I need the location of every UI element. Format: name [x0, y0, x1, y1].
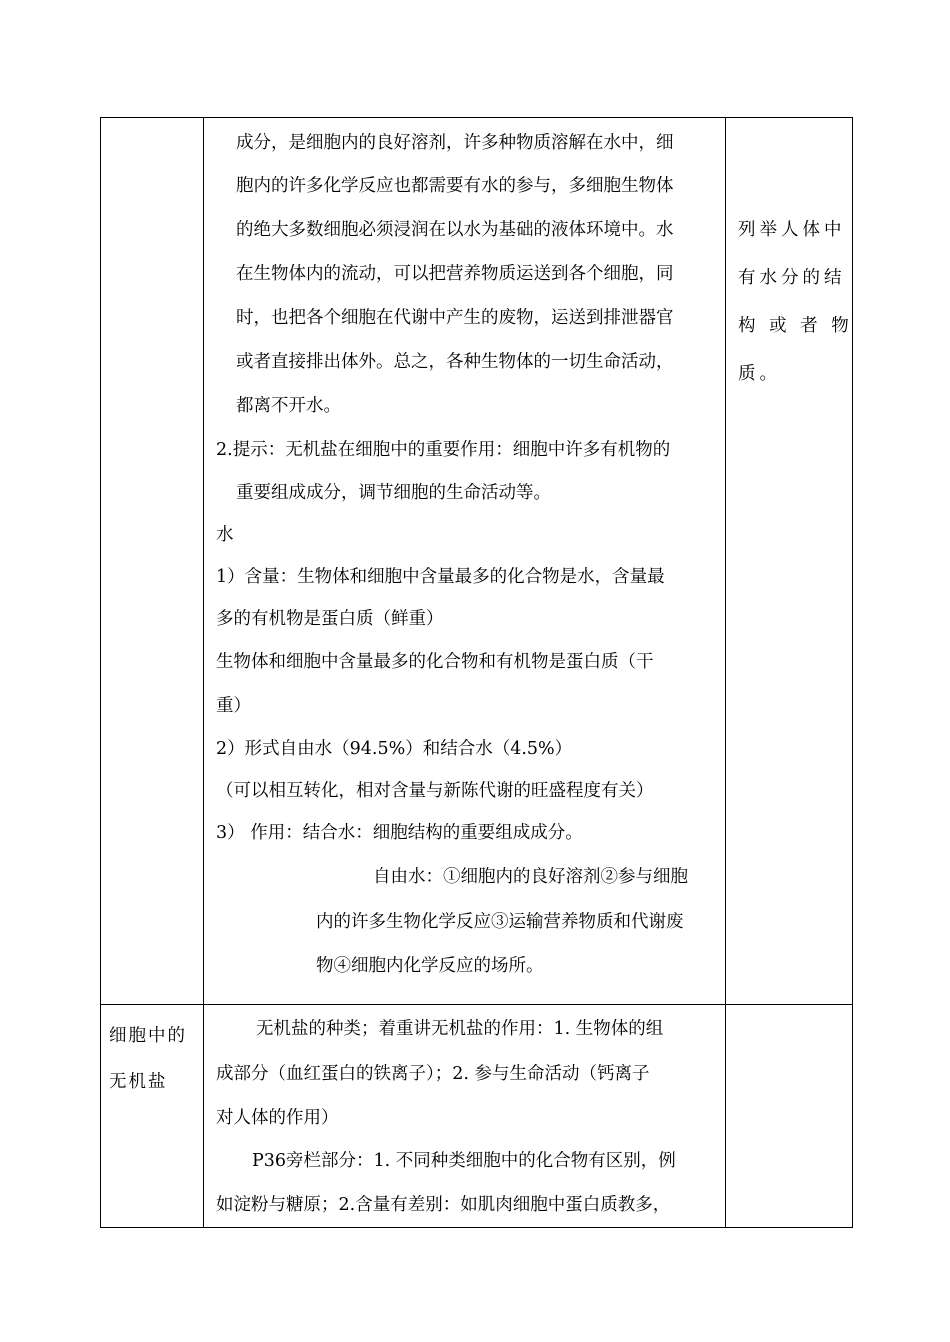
text-line: 内的许多生物化学反应③运输营养物质和代谢废	[316, 912, 684, 932]
text-line: 2）形式自由水（94.5%）和结合水（4.5%）	[216, 739, 573, 759]
text-line: 水	[216, 525, 234, 545]
text-line: 3） 作用：结合水：细胞结构的重要组成成分。	[216, 823, 583, 843]
text-line: 物④细胞内化学反应的场所。	[316, 956, 544, 976]
text-line: 多的有机物是蛋白质（鲜重）	[216, 609, 444, 629]
text-line: 2.提示：无机盐在细胞中的重要作用：细胞中许多有机物的	[216, 440, 671, 460]
row2-left-cell	[101, 1005, 204, 1228]
section-title-line: 无机盐	[109, 1072, 168, 1092]
text-line: 重要组成成分，调节细胞的生命活动等。	[236, 483, 551, 503]
text-line: 生物体和细胞中含量最多的化合物和有机物是蛋白质（干	[216, 652, 654, 672]
text-line: P36旁栏部分：1. 不同种类细胞中的化合物有区别，例	[252, 1151, 676, 1171]
table-row	[101, 1005, 853, 1228]
text-line: 胞内的许多化学反应也都需要有水的参与，多细胞生物体	[236, 176, 674, 196]
text-line: 自由水：①细胞内的良好溶剂②参与细胞	[373, 867, 688, 887]
note-line: 质。	[738, 364, 781, 384]
section-title-line: 细胞中的	[109, 1026, 187, 1046]
text-line: 重）	[216, 696, 251, 716]
text-line: 无机盐的种类；着重讲无机盐的作用：1. 生物体的组	[256, 1019, 664, 1039]
text-line: 1）含量：生物体和细胞中含量最多的化合物是水，含量最	[216, 567, 665, 587]
text-line: 如淀粉与糖原；2.含量有差别：如肌肉细胞中蛋白质教多，	[216, 1195, 671, 1215]
text-line: 成部分（血红蛋白的铁离子）；2. 参与生命活动（钙离子	[216, 1064, 650, 1084]
row1-middle-cell	[204, 118, 726, 1005]
note-line: 列举人体中	[738, 220, 846, 240]
text-line: 对人体的作用）	[216, 1108, 339, 1128]
row1-right-cell	[726, 118, 853, 1005]
text-line: 都离不开水。	[236, 396, 341, 416]
table-row	[101, 118, 853, 1005]
note-line: 有水分的结	[738, 268, 846, 288]
row2-right-cell	[726, 1005, 853, 1228]
note-line: 构 或 者 物	[738, 316, 853, 336]
text-line: （可以相互转化，相对含量与新陈代谢的旺盛程度有关）	[216, 781, 654, 801]
text-line: 的绝大多数细胞必须浸润在以水为基础的液体环境中。水	[236, 220, 674, 240]
text-line: 或者直接排出体外。总之，各种生物体的一切生命活动，	[236, 352, 674, 372]
row1-left-cell	[101, 118, 204, 1005]
text-line: 在生物体内的流动，可以把营养物质运送到各个细胞，同	[236, 264, 674, 284]
lesson-table	[100, 117, 853, 1228]
text-line: 成分，是细胞内的良好溶剂，许多种物质溶解在水中，细	[236, 133, 674, 153]
text-line: 时，也把各个细胞在代谢中产生的废物，运送到排泄器官	[236, 308, 674, 328]
row2-middle-cell	[204, 1005, 726, 1228]
